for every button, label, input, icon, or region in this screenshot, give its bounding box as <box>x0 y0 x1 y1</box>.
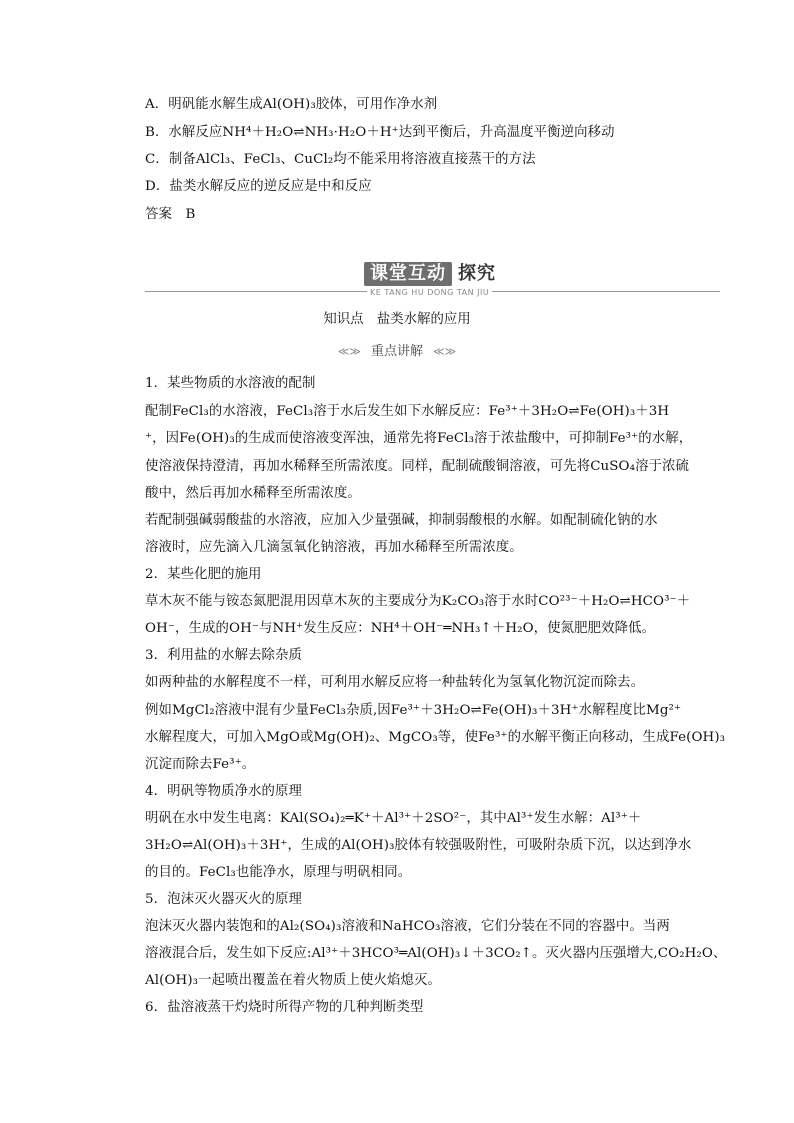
option-d: D．盐类水解反应的逆反应是中和反应 <box>145 179 372 194</box>
body-line: 草木灰不能与铵态氮肥混用因草木灰的主要成分为K₂CO₃溶于水时CO²³⁻＋H₂O⇌HCO³⁻＋ <box>145 594 691 609</box>
body-line: ⁺，因Fe(OH)₃的生成而使溶液变浑浊，通常先将FeCl₃溶于浓盐酸中，可抑制Fe³⁺的水解， <box>145 431 693 446</box>
body-line: 溶液时，应先滴入几滴氢氧化钠溶液，再加水稀释至所需浓度。 <box>145 540 523 555</box>
heading-6: 6．盐溶液蒸干灼烧时所得产物的几种判断类型 <box>145 1000 424 1015</box>
right-chevron-icon: ≪≫ <box>433 345 457 358</box>
body-line: 水解程度大，可加入MgO或Mg(OH)₂、MgCO₃等，使Fe³⁺的水解平衡正向移动，生成Fe(OH)₃ <box>145 730 726 745</box>
body-line: 溶液混合后，发生如下反应:Al³⁺＋3HCO³═Al(OH)₃↓＋3CO₂↑。灭火器内压强增大,CO₂H₂O、 <box>145 946 727 961</box>
heading-3: 3．利用盐的水解去除杂质 <box>145 648 303 663</box>
option-b: B．水解反应NH⁴＋H₂O⇌NH₃·H₂O＋H⁺达到平衡后，升高温度平衡逆向移动 <box>145 125 615 140</box>
banner-title-light: 探究 <box>458 263 496 284</box>
banner-subtitle: KE TANG HU DONG TAN JIU <box>367 288 492 297</box>
heading-5: 5．泡沫灭火器灭火的原理 <box>145 892 303 907</box>
body-line: Al(OH)₃一起喷出覆盖在着火物质上使火焰熄灭。 <box>145 973 441 988</box>
body-line: 使溶液保持澄清，再加水稀释至所需浓度。同样，配制硫酸铜溶液，可先将CuSO₄溶于浓硫 <box>145 459 690 474</box>
heading-2: 2．某些化肥的施用 <box>145 567 262 582</box>
option-c: C．制备AlCl₃、FeCl₃、CuCl₂均不能采用将溶液直接蒸干的方法 <box>145 152 536 167</box>
section-label-text: 重点讲解 <box>370 344 423 359</box>
body-line: 明矾在水中发生电离：KAl(SO₄)₂═K⁺＋Al³⁺＋2SO²⁻，其中Al³⁺发生水解：Al³⁺＋ <box>145 811 642 826</box>
body-line: 例如MgCl₂溶液中混有少量FeCl₃杂质,因Fe³⁺＋3H₂O⇌Fe(OH)₃＋3H⁺水解程度比Mg²⁺ <box>145 703 682 718</box>
body-line: 沉淀而除去Fe³⁺。 <box>145 757 256 772</box>
body-line: OH⁻，生成的OH⁻与NH⁺发生反应：NH⁴＋OH⁻═NH₃↑＋H₂O，使氮肥肥效降低。 <box>145 621 656 636</box>
body-line: 的目的。FeCl₃也能净水，原理与明矾相同。 <box>145 865 412 880</box>
section-label <box>0 343 794 361</box>
section-banner <box>145 262 720 302</box>
body-line: 若配制强碱弱酸盐的水溶液，应加入少量强碱，抑制弱酸根的水解。如配制硫化钠的水 <box>145 513 658 528</box>
heading-4: 4．明矾等物质净水的原理 <box>145 784 303 799</box>
banner-title <box>360 262 506 286</box>
heading-1: 1．某些物质的水溶液的配制 <box>145 376 316 391</box>
body-line: 酸中，然后再加水稀释至所需浓度。 <box>145 486 361 501</box>
body-line: 3H₂O⇌Al(OH)₃＋3H⁺，生成的Al(OH)₃胶体有较强吸附性，可吸附杂质下沉，以达到净水 <box>145 838 692 853</box>
body-line: 泡沫灭火器内装饱和的Al₂(SO₄)₃溶液和NaHCO₃溶液，它们分装在不同的容器中。当两 <box>145 919 670 934</box>
topic-title: 知识点 盐类水解的应用 <box>323 312 471 327</box>
body-line: 如两种盐的水解程度不一样，可利用水解反应将一种盐转化为氢氧化物沉淀而除去。 <box>145 675 645 690</box>
banner-title-dark: 课堂互动 <box>364 262 452 286</box>
option-a: A．明矾能水解生成Al(OH)₃胶体，可用作净水剂 <box>145 97 438 112</box>
left-chevron-icon: ≪≫ <box>337 345 361 358</box>
body-line: 配制FeCl₃的水溶液，FeCl₃溶于水后发生如下水解反应：Fe³⁺＋3H₂O⇌Fe(OH)₃＋3H <box>145 404 670 419</box>
answer-line: 答案 B <box>145 207 196 222</box>
